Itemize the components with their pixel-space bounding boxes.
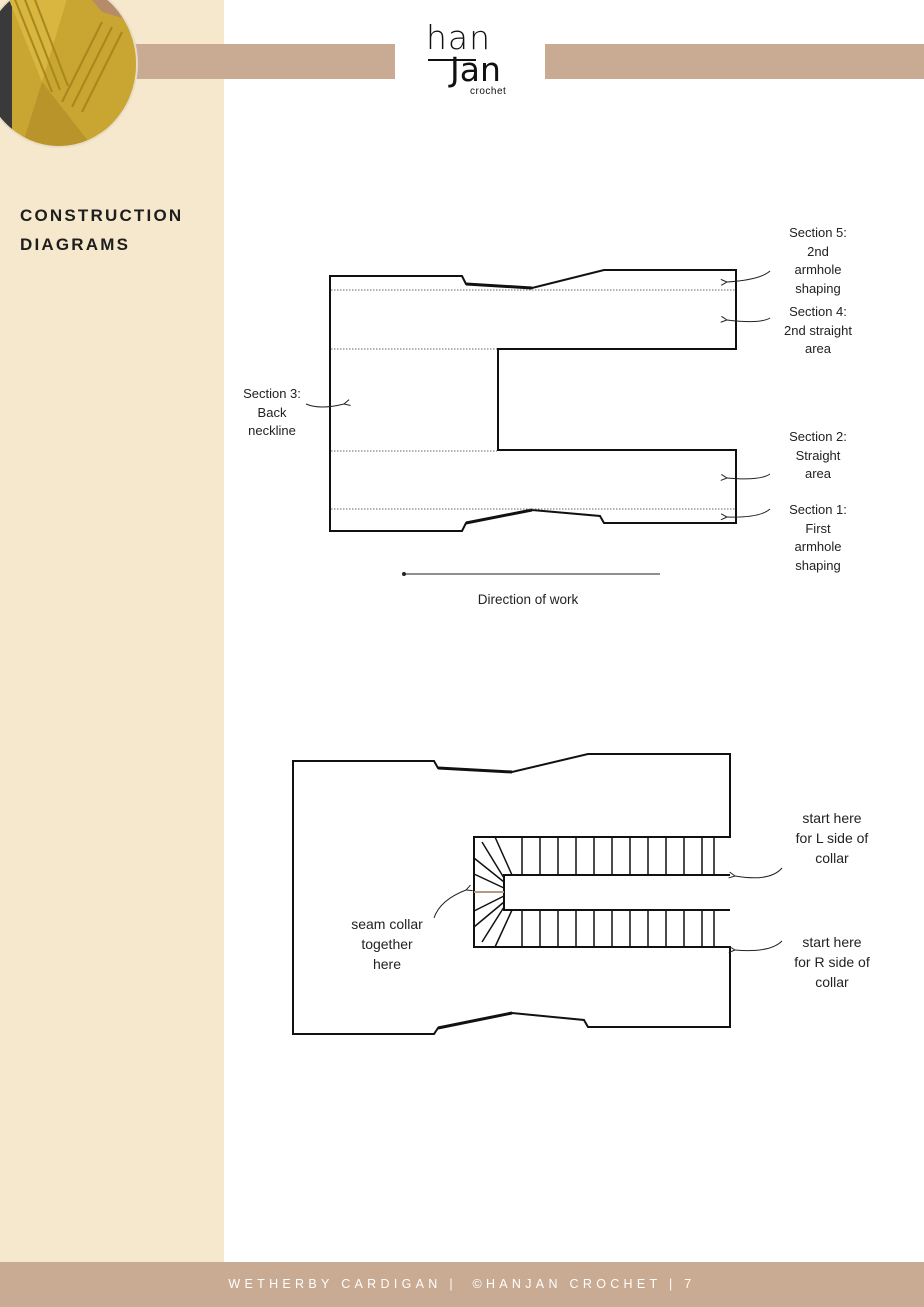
section4-label (770, 303, 866, 359)
right-collar-line3: collar (815, 974, 849, 990)
diagram2-outline (293, 754, 730, 1034)
direction-of-work-label: Direction of work (477, 592, 579, 607)
section1-line3: armhole (794, 539, 842, 554)
right-collar-label (776, 932, 888, 992)
diagram2-arrows (434, 868, 782, 951)
diagram1-outline (330, 270, 736, 531)
section3-line3: neckline (248, 423, 296, 438)
left-collar-line1: start here (802, 810, 862, 826)
section3-line2: Back (257, 404, 287, 420)
section3-line1: Section 3: (243, 386, 301, 401)
section3-label (230, 385, 314, 441)
page-title-line1: CONSTRUCTION (20, 206, 184, 225)
collar-stitches-upper (474, 837, 714, 888)
page-title-line2: DIAGRAMS (20, 235, 131, 254)
logo-tagline: crochet (470, 86, 507, 97)
diagram1-arrows (306, 271, 770, 517)
hanjan-logo (420, 18, 520, 104)
section4-line3: area (804, 341, 832, 356)
section5-line4: shaping (795, 280, 841, 296)
section2-line3: area (804, 466, 832, 481)
section5-line2: 2nd (807, 243, 829, 259)
section5-line3: armhole (794, 262, 842, 277)
right-collar-line1: start here (802, 934, 862, 950)
section1-line2: First (805, 520, 831, 536)
seam-line3: here (372, 956, 402, 972)
section1-line1: Section 1: (789, 502, 847, 517)
header-band-right (545, 44, 924, 79)
section2-line2: Straight (795, 447, 841, 463)
diagram1-section-dividers (331, 290, 735, 509)
header-band-left (130, 44, 395, 79)
page-title (20, 201, 220, 259)
section4-line2: 2nd straight (784, 322, 852, 338)
direction-arrow (403, 573, 661, 576)
section1-label (770, 501, 866, 575)
sidebar-panel (0, 0, 224, 1262)
section2-label (770, 428, 866, 484)
section2-line1: Section 2: (789, 429, 847, 444)
left-collar-label (776, 808, 888, 868)
seam-collar-label (336, 914, 438, 974)
left-collar-line2: for L side of (795, 830, 869, 846)
section1-line4: shaping (795, 557, 841, 573)
section5-line1: Section 5: (789, 225, 847, 240)
left-collar-line3: collar (815, 850, 849, 866)
logo-jan-text: Jan (450, 50, 501, 89)
seam-line2: together (361, 936, 413, 952)
section4-line1: Section 4: (789, 304, 847, 319)
page-footer: WETHERBY CARDIGAN | ©HANJAN CROCHET | 7 (0, 1262, 924, 1307)
diagram2-thick-slopes (438, 768, 512, 1028)
collar-stitches-lower (474, 896, 714, 947)
right-collar-line2: for R side of (794, 954, 870, 970)
seam-line1: seam collar (351, 916, 423, 932)
section5-label (770, 224, 866, 298)
diagram1-thick-slopes (466, 284, 532, 523)
logo-han-text: han (426, 18, 492, 57)
